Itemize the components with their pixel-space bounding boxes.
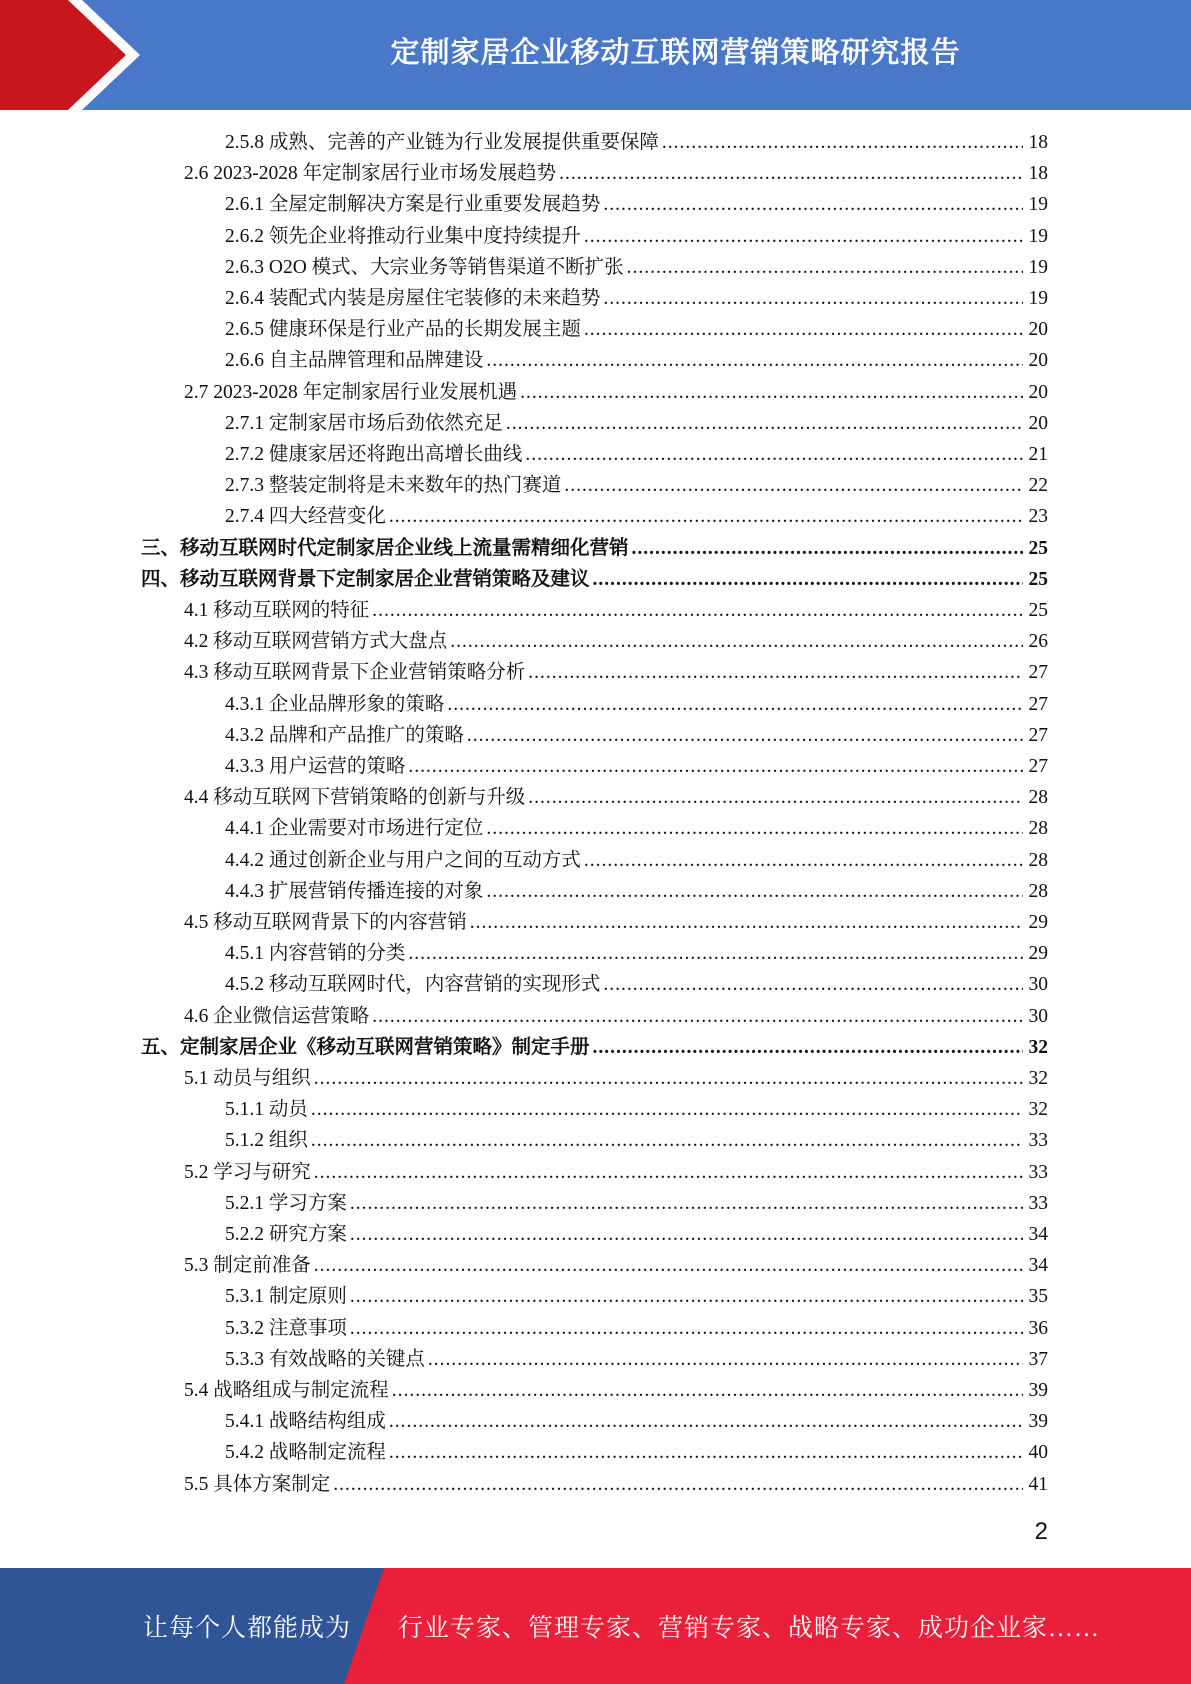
- toc-entry[interactable]: [184, 158, 1048, 189]
- toc-entry[interactable]: [225, 127, 1048, 158]
- toc-entry-title: 2.6.6 自主品牌管理和品牌建设: [225, 350, 484, 372]
- toc-dot-leader: [333, 1469, 1023, 1500]
- toc-entry-title: 5.3 制定前准备: [184, 1255, 311, 1277]
- toc-entry-page: 18: [1028, 132, 1048, 153]
- toc-entry-page: 20: [1028, 412, 1048, 434]
- toc-dot-leader: [447, 689, 1023, 720]
- toc-entry-page: 41: [1028, 1473, 1048, 1495]
- toc-entry-page: 34: [1028, 1255, 1048, 1277]
- toc-entry-page: 35: [1028, 1286, 1048, 1308]
- toc-entry-page: 21: [1028, 444, 1048, 465]
- toc-dot-leader: [528, 782, 1023, 813]
- toc-entry[interactable]: [184, 1469, 1048, 1500]
- toc-entry-page: 22: [1028, 475, 1048, 497]
- toc-dot-leader: [584, 221, 1023, 252]
- toc-entry-page: 39: [1028, 1411, 1048, 1433]
- toc-entry-title: 2.7 2023-2028 年定制家居行业发展机遇: [184, 381, 518, 403]
- toc-entry-page: 30: [1028, 1005, 1048, 1027]
- toc-entry-page: 19: [1028, 288, 1048, 309]
- toc-entry-title: 2.6 2023-2028 年定制家居行业市场发展趋势: [184, 163, 557, 185]
- page-footer: [0, 1568, 1191, 1684]
- toc-entry[interactable]: [225, 283, 1048, 314]
- toc-entry[interactable]: [225, 969, 1048, 1000]
- toc-entry[interactable]: [225, 501, 1048, 532]
- toc-entry-page: 20: [1028, 381, 1048, 403]
- toc-dot-leader: [314, 1063, 1023, 1094]
- toc-dot-leader: [314, 1157, 1023, 1188]
- toc-entry[interactable]: [141, 564, 1048, 595]
- toc-dot-leader: [389, 501, 1023, 532]
- toc-entry[interactable]: [225, 1188, 1048, 1219]
- toc-entry-page: 27: [1028, 693, 1048, 715]
- toc-entry-page: 28: [1028, 849, 1048, 871]
- toc-dot-leader: [603, 969, 1023, 1000]
- toc-entry-title: 2.6.1 全屋定制解决方案是行业重要发展趋势: [225, 194, 601, 216]
- toc-dot-leader: [389, 1406, 1023, 1437]
- toc-entry-title: 四、移动互联网背景下定制家居企业营销策略及建议: [141, 568, 590, 590]
- toc-entry-page: 28: [1028, 818, 1048, 840]
- toc-dot-leader: [311, 1125, 1023, 1156]
- toc-dot-leader: [470, 907, 1023, 938]
- toc-entry-title: 4.4.2 通过创新企业与用户之间的互动方式: [225, 849, 581, 871]
- toc-entry[interactable]: [225, 845, 1048, 876]
- toc-dot-leader: [593, 564, 1023, 595]
- toc-entry[interactable]: [225, 439, 1048, 470]
- toc-entry-page: 27: [1028, 662, 1048, 684]
- toc-entry[interactable]: [184, 1375, 1048, 1406]
- toc-entry-page: 19: [1028, 256, 1048, 278]
- toc-entry-title: 2.6.2 领先企业将推动行业集中度持续提升: [225, 225, 581, 247]
- toc-entry-title: 2.6.3 O2O 模式、大宗业务等销售渠道不断扩张: [225, 256, 624, 278]
- toc-entry-title: 4.3.3 用户运营的策略: [225, 756, 406, 777]
- toc-dot-leader: [450, 626, 1023, 657]
- toc-dot-leader: [662, 127, 1023, 158]
- toc-entry-title: 2.7.3 整装定制将是未来数年的热门赛道: [225, 475, 562, 497]
- toc-entry-title: 4.5.2 移动互联网时代，内容营销的实现形式: [225, 974, 601, 996]
- toc-entry[interactable]: [141, 1032, 1048, 1063]
- toc-entry-page: 25: [1028, 537, 1048, 559]
- toc-entry[interactable]: [184, 1063, 1048, 1094]
- toc-entry-page: 33: [1028, 1161, 1048, 1183]
- toc-entry-title: 5.1 动员与组织: [184, 1068, 311, 1089]
- toc-entry[interactable]: [225, 876, 1048, 907]
- toc-dot-leader: [593, 1032, 1023, 1063]
- toc-entry-title: 5.1.1 动员: [225, 1099, 308, 1121]
- toc-dot-leader: [632, 533, 1023, 564]
- toc-entry[interactable]: [184, 626, 1048, 657]
- toc-dot-leader: [372, 595, 1023, 626]
- toc-entry-title: 2.7.1 定制家居市场后劲依然充足: [225, 412, 503, 434]
- toc-entry-page: 29: [1028, 943, 1048, 965]
- toc-entry-page: 29: [1028, 912, 1048, 933]
- toc-entry-title: 4.5 移动互联网背景下的内容营销: [184, 912, 467, 933]
- toc-entry-page: 26: [1028, 631, 1048, 653]
- toc-entry-title: 4.1 移动互联网的特征: [184, 600, 370, 621]
- toc-entry[interactable]: [184, 1157, 1048, 1188]
- footer-slogan-left: 让每个人都能成为: [143, 1615, 352, 1642]
- toc-entry[interactable]: [225, 345, 1048, 376]
- toc-entry-page: 19: [1028, 225, 1048, 247]
- toc-dot-leader: [350, 1313, 1023, 1344]
- page-number: 2: [1034, 1518, 1048, 1545]
- toc-entry[interactable]: [225, 1313, 1048, 1344]
- toc-entry-title: 2.7.2 健康家居还将跑出高增长曲线: [225, 444, 523, 465]
- toc-dot-leader: [603, 189, 1023, 220]
- toc-dot-leader: [627, 252, 1023, 283]
- toc-entry-page: 39: [1028, 1380, 1048, 1401]
- toc-entry-title: 5.3.1 制定原则: [225, 1286, 347, 1308]
- toc-entry-page: 27: [1028, 756, 1048, 777]
- toc-dot-leader: [486, 813, 1023, 844]
- toc-entry-title: 5.2 学习与研究: [184, 1161, 311, 1183]
- toc-entry[interactable]: [225, 720, 1048, 751]
- toc-entry-page: 33: [1028, 1130, 1048, 1152]
- toc-entry[interactable]: [225, 1406, 1048, 1437]
- toc-dot-leader: [528, 657, 1023, 688]
- toc-entry-title: 三、移动互联网时代定制家居企业线上流量需精细化营销: [141, 537, 629, 559]
- toc-dot-leader: [559, 158, 1023, 189]
- toc-dot-leader: [506, 408, 1023, 439]
- toc-entry-title: 5.2.1 学习方案: [225, 1192, 347, 1214]
- footer-slogan-right: 行业专家、管理专家、营销专家、战略专家、成功企业家……: [398, 1615, 1101, 1642]
- toc-entry-page: 32: [1028, 1036, 1048, 1058]
- toc-entry-page: 37: [1028, 1348, 1048, 1370]
- toc-entry-title: 5.2.2 研究方案: [225, 1224, 347, 1245]
- toc-entry[interactable]: [184, 595, 1048, 626]
- toc-entry-title: 5.4.1 战略结构组成: [225, 1411, 386, 1433]
- toc-entry[interactable]: [184, 782, 1048, 813]
- toc-entry-title: 2.6.5 健康环保是行业产品的长期发展主题: [225, 319, 581, 341]
- toc-entry-title: 4.6 企业微信运营策略: [184, 1005, 370, 1027]
- toc-dot-leader: [584, 845, 1023, 876]
- toc-entry[interactable]: [225, 408, 1048, 439]
- toc-dot-leader: [525, 439, 1023, 470]
- toc-dot-leader: [350, 1188, 1023, 1219]
- toc-entry[interactable]: [225, 1281, 1048, 1312]
- toc-dot-leader: [392, 1375, 1023, 1406]
- toc-dot-leader: [372, 1001, 1023, 1032]
- toc-entry-title: 5.4 战略组成与制定流程: [184, 1380, 389, 1401]
- toc-entry-title: 2.6.4 装配式内装是房屋住宅装修的未来趋势: [225, 288, 601, 309]
- toc-entry-title: 五、定制家居企业《移动互联网营销策略》制定手册: [141, 1036, 590, 1058]
- toc-dot-leader: [603, 283, 1023, 314]
- toc-entry-page: 32: [1028, 1068, 1048, 1089]
- toc-entry[interactable]: [225, 1094, 1048, 1125]
- toc-entry-title: 5.3.3 有效战略的关键点: [225, 1348, 425, 1370]
- toc-entry[interactable]: [225, 689, 1048, 720]
- toc-entry-page: 18: [1028, 163, 1048, 185]
- toc-entry[interactable]: [225, 252, 1048, 283]
- toc-entry-title: 2.7.4 四大经营变化: [225, 506, 386, 528]
- toc-entry-page: 34: [1028, 1224, 1048, 1245]
- toc-entry[interactable]: [225, 938, 1048, 969]
- report-title: 定制家居企业移动互联网营销策略研究报告: [390, 34, 961, 69]
- toc-entry-page: 27: [1028, 724, 1048, 746]
- toc-entry-title: 4.4.3 扩展营销传播连接的对象: [225, 880, 484, 902]
- toc-entry[interactable]: [184, 377, 1048, 408]
- toc-entry-page: 32: [1028, 1099, 1048, 1121]
- toc-entry-title: 5.5 具体方案制定: [184, 1473, 331, 1495]
- page-header: [0, 0, 1191, 110]
- toc-entry-title: 5.4.2 战略制定流程: [225, 1442, 386, 1464]
- toc-entry[interactable]: [225, 1437, 1048, 1468]
- toc-dot-leader: [520, 377, 1023, 408]
- toc-entry[interactable]: [225, 1125, 1048, 1156]
- toc-entry-title: 4.3.1 企业品牌形象的策略: [225, 693, 445, 715]
- toc-entry-title: 5.3.2 注意事项: [225, 1317, 347, 1339]
- toc-entry[interactable]: [225, 1219, 1048, 1250]
- toc-entry-page: 25: [1028, 600, 1048, 621]
- toc-entry[interactable]: [184, 907, 1048, 938]
- toc-entry[interactable]: [225, 189, 1048, 220]
- toc-entry[interactable]: [184, 1001, 1048, 1032]
- toc-entry-title: 4.3 移动互联网背景下企业营销策略分析: [184, 662, 526, 684]
- toc-entry-title: 4.4.1 企业需要对市场进行定位: [225, 818, 484, 840]
- toc-entry[interactable]: [225, 314, 1048, 345]
- toc-entry-page: 20: [1028, 350, 1048, 372]
- toc-entry-page: 28: [1028, 787, 1048, 809]
- toc-dot-leader: [350, 1281, 1023, 1312]
- toc-entry[interactable]: [225, 813, 1048, 844]
- toc-dot-leader: [408, 751, 1023, 782]
- toc-entry-page: 30: [1028, 974, 1048, 996]
- toc-dot-leader: [350, 1219, 1023, 1250]
- toc-dot-leader: [389, 1437, 1023, 1468]
- toc-entry-page: 25: [1028, 568, 1048, 590]
- toc-entry-title: 4.5.1 内容营销的分类: [225, 943, 406, 965]
- toc-entry-page: 28: [1028, 880, 1048, 902]
- toc-entry-page: 23: [1028, 506, 1048, 528]
- toc-entry-page: 33: [1028, 1192, 1048, 1214]
- toc-entry-page: 36: [1028, 1317, 1048, 1339]
- toc-dot-leader: [467, 720, 1023, 751]
- toc-entry[interactable]: [225, 221, 1048, 252]
- toc-dot-leader: [314, 1250, 1023, 1281]
- toc-dot-leader: [584, 314, 1023, 345]
- toc-dot-leader: [311, 1094, 1023, 1125]
- toc-dot-leader: [408, 938, 1023, 969]
- toc-entry-title: 5.1.2 组织: [225, 1130, 308, 1152]
- toc-dot-leader: [486, 876, 1023, 907]
- toc-entry-page: 20: [1028, 319, 1048, 341]
- toc-entry-page: 19: [1028, 194, 1048, 216]
- toc-dot-leader: [564, 470, 1023, 501]
- toc-entry[interactable]: [225, 470, 1048, 501]
- header-arrow-graphic: [0, 0, 150, 110]
- toc-entry[interactable]: [225, 1344, 1048, 1375]
- toc-entry-title: 4.2 移动互联网营销方式大盘点: [184, 631, 448, 653]
- toc-entry[interactable]: [184, 657, 1048, 688]
- toc-dot-leader: [486, 345, 1023, 376]
- toc-entry-title: 4.4 移动互联网下营销策略的创新与升级: [184, 787, 526, 809]
- toc-entry[interactable]: [225, 751, 1048, 782]
- toc-entry-page: 40: [1028, 1442, 1048, 1464]
- toc-entry[interactable]: [184, 1250, 1048, 1281]
- toc-entry-title: 2.5.8 成熟、完善的产业链为行业发展提供重要保障: [225, 132, 659, 153]
- toc-entry-title: 4.3.2 品牌和产品推广的策略: [225, 724, 464, 746]
- toc-entry[interactable]: [141, 533, 1048, 564]
- toc-dot-leader: [428, 1344, 1023, 1375]
